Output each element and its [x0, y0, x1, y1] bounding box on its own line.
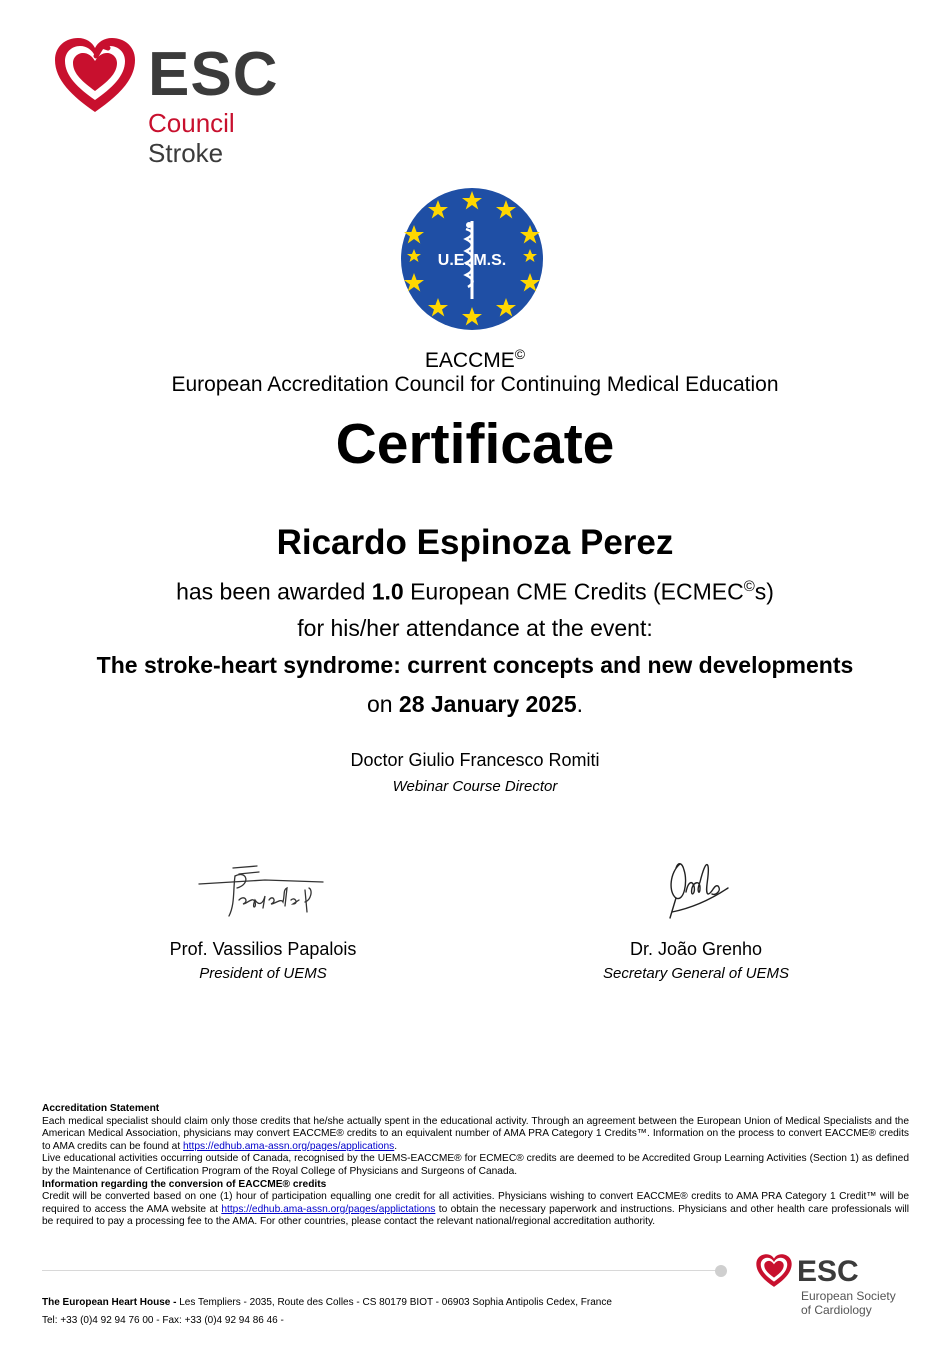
recipient-name: Ricardo Espinoza Perez — [276, 523, 674, 562]
uems-seal — [400, 187, 544, 331]
signatory-grenho-name: Dr. João Grenho — [629, 939, 763, 959]
footer-divider — [42, 1270, 717, 1271]
signatory-papalois-name: Prof. Vassilios Papalois — [169, 939, 357, 959]
event-date: 28 January 2025 — [398, 691, 577, 717]
footer-logo-subtitle: European Society of Cardiology — [801, 1289, 896, 1317]
footer-logo-wordmark: ESC — [797, 1255, 859, 1288]
logo-subtitle-council: Council — [148, 108, 235, 138]
uems-emblem-icon — [400, 187, 544, 331]
esc-heart-icon — [52, 36, 138, 116]
course-director-role: Webinar Course Director — [392, 778, 558, 795]
course-director-name: Doctor Giulio Francesco Romiti — [350, 750, 600, 770]
ama-applications-link[interactable]: https://edhub.ama-assn.org/pages/applications — [183, 1140, 395, 1152]
footer-divider-dot — [715, 1265, 727, 1277]
eaccme-title: EACCME© — [424, 346, 526, 372]
conversion-heading: Information regarding the conversion of EACCME® credits — [42, 1178, 327, 1190]
esc-council-stroke-logo — [52, 32, 282, 172]
accreditation-heading: Accreditation Statement — [42, 1103, 160, 1114]
footer-address: The European Heart House - Les Templiers - 2035, Route des Colles - CS 80179 BIOT - 06903 Sophia Antipolis Cedex, France — [42, 1297, 612, 1308]
logo-subtitle-stroke: Stroke — [148, 138, 224, 168]
event-title: The stroke-heart syndrome: current concepts and new developments — [96, 652, 854, 678]
esc-heart-small-icon — [755, 1253, 793, 1289]
accreditation-paragraph-1: Each medical specialist should claim only those credits that he/she actually spent in the educational activity. Through an agreement between the European Union of Medical Specialists and the American Medical Association, physicians may convert EACCME® credits to an equivalent number of AMA PRA Category 1 Credits™. Information on the process to convert EACCME® credits to AMA credits can be found at https://edhub.ama-assn.org/pages/applications. — [42, 1115, 909, 1152]
esc-society-logo — [755, 1253, 925, 1323]
award-line: has been awarded 1.0 European CME Credits (ECMEC©s) — [176, 578, 774, 605]
accreditation-statement — [42, 1103, 909, 1229]
signatory-grenho-role: Secretary General of UEMS — [603, 965, 789, 982]
accreditation-paragraph-2: Live educational activities occurring outside of Canada, recognised by the UEMS-EACCME® for ECMEC® credits are deemed to be Accredited Group Learning Activities (Section 1) as defined by the Maintenance of Certification Program of the Royal College of Physicians and Surgeons of Canada. — [42, 1153, 909, 1177]
footer-contact: Tel: +33 (0)4 92 94 76 00 - Fax: +33 (0)4 92 94 86 46 - — [42, 1315, 284, 1326]
conversion-paragraph: Credit will be converted based on one (1) hour of participation equalling one credit for all activities. Physicians wishing to convert EACCME® credits to AMA PRA Category 1 Credit™ will be required to access the AMA website at https://edhub.ama-assn.org/pages/applictations to obtain the necessary paperwork and instructions. Physicians and other health care professionals will be required to pay a processing fee to the AMA. For other countries, please contact the relevant national/regional accreditation authority. — [42, 1191, 909, 1228]
signature-papalois-image — [195, 860, 325, 920]
certificate-title: Certificate — [335, 412, 615, 476]
logo-wordmark: ESC — [148, 40, 279, 109]
credits-value: 1.0 — [371, 578, 404, 605]
event-date-line: on 28 January 2025. — [366, 691, 584, 717]
attendance-line: for his/her attendance at the event: — [297, 615, 653, 641]
eaccme-full-name: European Accreditation Council for Continuing Medical Education — [171, 373, 779, 396]
seal-text: U.E. M.S. — [437, 252, 507, 269]
ama-applictations-link[interactable]: https://edhub.ama-assn.org/pages/applictations — [221, 1203, 436, 1215]
signatory-papalois-role: President of UEMS — [199, 965, 327, 982]
signature-grenho-image — [662, 852, 734, 924]
